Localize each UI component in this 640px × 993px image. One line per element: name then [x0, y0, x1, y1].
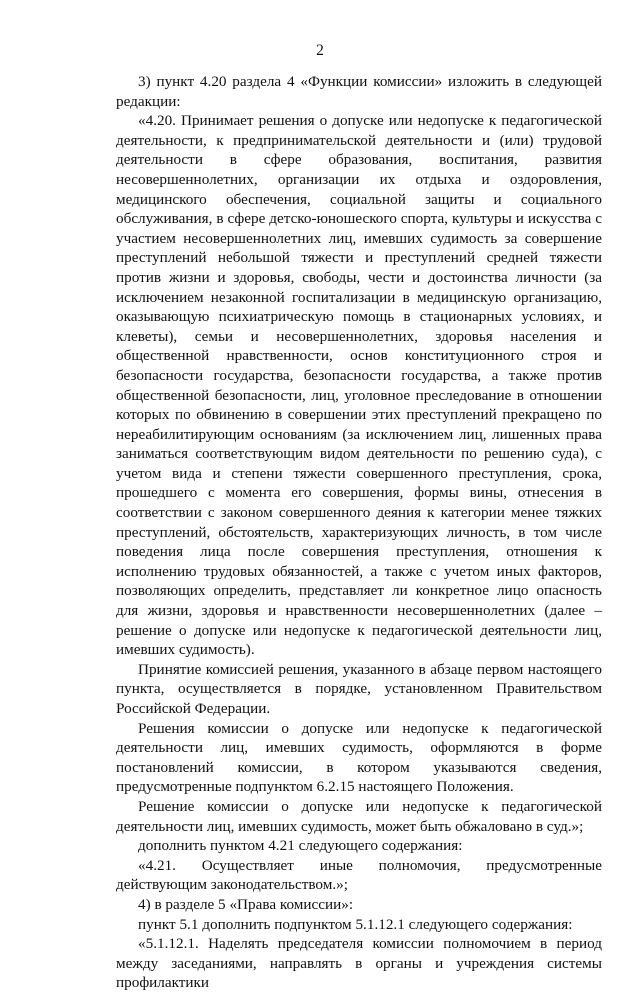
paragraph: 4) в разделе 5 «Права комиссии»: [138, 895, 354, 913]
paragraph: «4.21. Осуществляет иные полномочия, предусмотренные действующим законодательством.»; [116, 856, 602, 894]
paragraph: дополнить пунктом 4.21 следующего содержания: [138, 837, 463, 855]
document-body [116, 72, 602, 993]
paragraph: 3) пункт 4.20 раздела 4 «Функции комиссии» изложить в следующей редакции: [116, 73, 602, 110]
page-number: 2 [316, 42, 324, 59]
paragraph: Решение комиссии о допуске или недопуске к педагогической деятельности лиц, имевших судимость, может быть обжаловано в суд.»; [116, 797, 602, 835]
paragraph: «5.1.12.1. Наделять председателя комиссии полномочием в период между заседаниями, направлять в органы и учреждения системы профилактики [116, 935, 602, 992]
paragraph: Принятие комиссией решения, указанного в абзаце первом настоящего пункта, осуществляется в порядке, установленном Правительством Российской Федерации. [116, 660, 602, 717]
paragraph: Решения комиссии о допуске или недопуске к педагогической деятельности лиц, имевших судимость, оформляются в форме постановлений комиссии, в котором указываются сведения, предусмотренные подпунктом 6.2.15 настоящего Положения. [116, 719, 602, 796]
paragraph: «4.20. Принимает решения о допуске или недопуске к педагогической деятельности, к предпринимательской деятельности и (или) трудовой деятельности в сфере образования, воспитания, развития несовершеннолетних, организации их отдыха и оздоровления, медицинского обеспечения, социальной защиты и социального обслуживания, в сфере детско-юношеского спорта, культуры и искусства с участием несовершеннолетних лиц, имевших судимость за совершение преступлений небольшой тяжести и преступлений средней тяжести против жизни и здоровья, свободы, чести и достоинства личности (за исключением незаконной госпитализации в медицинскую организацию, оказывающую психиатрическую помощь в стационарных условиях, и клеветы), семьи и несовершеннолетних, здоровья населения и общественной нравственности, основ конституционного строя и безопасности государства, безопасности государства, а также против общественной безопасности, лиц, уголовное преследование в отношении которых по обвинению в совершении этих преступлений прекращено по нереабилитирующим основаниям (за исключением лиц, лишенных права заниматься соответствующим видом деятельности по решению суда), с учетом вида и степени тяжести совершенного преступления, срока, прошедшего с момента его совершения, формы вины, отнесения в соответствии с законом совершенного деяния к категории менее тяжких преступлений, обстоятельств, характеризующих личность, в том числе поведения лица после совершения преступления, отношения к исполнению трудовых обязанностей, а также с учетом иных факторов, позволяющих определить, представляет ли конкретное лицо опасность для жизни, здоровья и нравственности несовершеннолетних (далее – решение о допуске или недопуске к педагогической деятельности лиц, имевших судимость). [116, 112, 602, 659]
paragraph: пункт 5.1 дополнить подпунктом 5.1.12.1 следующего содержания: [138, 915, 573, 933]
